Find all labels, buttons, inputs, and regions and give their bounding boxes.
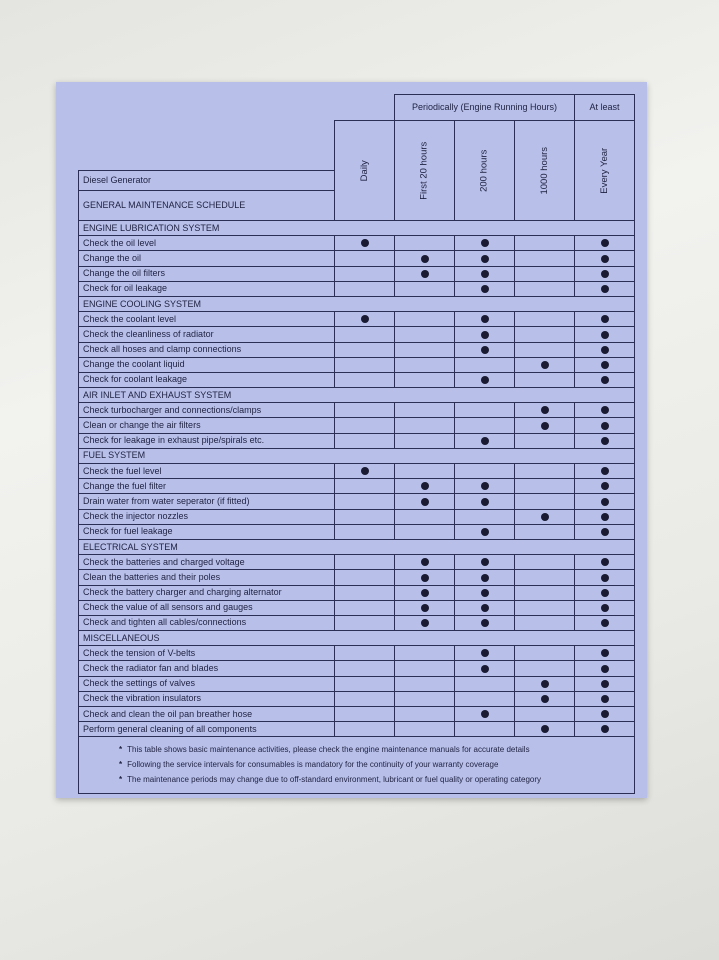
scheduled-dot-icon (481, 574, 489, 582)
interval-cell (515, 691, 575, 706)
interval-cell (515, 646, 575, 661)
scheduled-dot-icon (601, 315, 609, 323)
interval-cell (395, 236, 455, 251)
interval-cell (455, 585, 515, 600)
interval-cell (575, 236, 635, 251)
blank-header-cell (335, 95, 395, 121)
scheduled-dot-icon (541, 695, 549, 703)
task-row (79, 251, 635, 266)
interval-cell (455, 464, 515, 479)
interval-cell (575, 570, 635, 585)
scheduled-dot-icon (601, 331, 609, 339)
interval-cell (515, 509, 575, 524)
task-label: Clean or change the air filters (79, 418, 335, 433)
scheduled-dot-icon (601, 725, 609, 733)
task-row (79, 433, 635, 448)
scheduled-dot-icon (601, 361, 609, 369)
interval-cell (395, 327, 455, 342)
interval-cell (455, 615, 515, 630)
interval-cell (335, 266, 395, 281)
interval-cell (335, 372, 395, 387)
interval-cell (395, 722, 455, 737)
note-line: * Following the service intervals for consumables is mandatory for the continuity of your warranty coverage (119, 760, 499, 770)
scheduled-dot-icon (601, 710, 609, 718)
at-least-group-header: At least (575, 95, 635, 121)
interval-cell (455, 555, 515, 570)
interval-cell (455, 509, 515, 524)
task-row (79, 570, 635, 585)
interval-cell (455, 570, 515, 585)
scheduled-dot-icon (601, 422, 609, 430)
interval-cell (575, 707, 635, 722)
interval-cell (395, 418, 455, 433)
task-label: Check the value of all sensors and gauges (79, 600, 335, 615)
interval-cell (395, 676, 455, 691)
interval-cell (575, 464, 635, 479)
interval-cell (575, 555, 635, 570)
interval-cell (335, 600, 395, 615)
task-row (79, 312, 635, 327)
column-header-daily: Daily (335, 121, 395, 221)
interval-cell (575, 600, 635, 615)
interval-cell (575, 251, 635, 266)
column-header-every-year: Every Year (575, 121, 635, 221)
interval-cell (575, 524, 635, 539)
task-row (79, 494, 635, 509)
schedule-body (79, 221, 635, 737)
interval-cell (575, 433, 635, 448)
note-line: * This table shows basic maintenance activities, please check the engine maintenance manuals for accurate details (119, 745, 530, 755)
interval-cell (515, 676, 575, 691)
interval-cell (515, 585, 575, 600)
interval-cell (515, 403, 575, 418)
interval-cell (455, 342, 515, 357)
task-label: Change the oil filters (79, 266, 335, 281)
scheduled-dot-icon (601, 649, 609, 657)
scheduled-dot-icon (481, 619, 489, 627)
task-label: Perform general cleaning of all components (79, 722, 335, 737)
interval-cell (335, 691, 395, 706)
interval-cell (395, 433, 455, 448)
task-label: Change the oil (79, 251, 335, 266)
interval-cell (335, 327, 395, 342)
interval-cell (395, 479, 455, 494)
scheduled-dot-icon (421, 558, 429, 566)
task-row (79, 600, 635, 615)
section-title: ELECTRICAL SYSTEM (79, 539, 635, 554)
task-row (79, 509, 635, 524)
maintenance-schedule-table (78, 94, 635, 794)
task-row (79, 281, 635, 296)
task-label: Check the settings of valves (79, 676, 335, 691)
interval-cell (575, 722, 635, 737)
interval-cell (335, 615, 395, 630)
interval-cell (515, 327, 575, 342)
scheduled-dot-icon (541, 422, 549, 430)
interval-cell (575, 646, 635, 661)
task-label: Check for coolant leakage (79, 372, 335, 387)
interval-cell (515, 570, 575, 585)
scheduled-dot-icon (481, 285, 489, 293)
interval-cell (335, 494, 395, 509)
task-row (79, 479, 635, 494)
column-header-1000-hours: 1000 hours (515, 121, 575, 221)
interval-cell (395, 570, 455, 585)
task-label: Check the injector nozzles (79, 509, 335, 524)
task-label: Check and tighten all cables/connections (79, 615, 335, 630)
scheduled-dot-icon (481, 528, 489, 536)
task-label: Check the oil level (79, 236, 335, 251)
task-row (79, 464, 635, 479)
scheduled-dot-icon (601, 604, 609, 612)
interval-cell (335, 707, 395, 722)
interval-cell (395, 524, 455, 539)
interval-cell (515, 615, 575, 630)
interval-cell (395, 281, 455, 296)
scheduled-dot-icon (481, 331, 489, 339)
scheduled-dot-icon (541, 513, 549, 521)
interval-cell (455, 676, 515, 691)
scheduled-dot-icon (601, 437, 609, 445)
scheduled-dot-icon (601, 346, 609, 354)
section-title: AIR INLET AND EXHAUST SYSTEM (79, 388, 635, 403)
scheduled-dot-icon (541, 406, 549, 414)
interval-cell (335, 418, 395, 433)
document-subtitle: Diesel Generator (79, 171, 335, 191)
interval-cell (335, 357, 395, 372)
interval-cell (455, 236, 515, 251)
section-row (79, 388, 635, 403)
task-label: Check for oil leakage (79, 281, 335, 296)
task-label: Check the vibration insulators (79, 691, 335, 706)
interval-cell (395, 342, 455, 357)
interval-cell (335, 570, 395, 585)
task-row (79, 236, 635, 251)
interval-cell (455, 418, 515, 433)
interval-cell (575, 266, 635, 281)
notes-block (79, 737, 635, 794)
scheduled-dot-icon (481, 589, 489, 597)
interval-cell (335, 555, 395, 570)
interval-cell (575, 661, 635, 676)
scheduled-dot-icon (421, 498, 429, 506)
task-label: Change the coolant liquid (79, 357, 335, 372)
interval-cell (395, 357, 455, 372)
scheduled-dot-icon (421, 604, 429, 612)
interval-cell (515, 479, 575, 494)
interval-cell (455, 327, 515, 342)
interval-cell (515, 707, 575, 722)
maintenance-label-sheet (56, 82, 647, 798)
interval-cell (515, 281, 575, 296)
interval-cell (455, 646, 515, 661)
interval-cell (455, 266, 515, 281)
scheduled-dot-icon (421, 255, 429, 263)
task-label: Check the battery charger and charging alternator (79, 585, 335, 600)
interval-cell (455, 661, 515, 676)
interval-cell (335, 722, 395, 737)
interval-cell (395, 403, 455, 418)
periodic-group-header: Periodically (Engine Running Hours) (395, 95, 575, 121)
scheduled-dot-icon (541, 361, 549, 369)
interval-cell (575, 509, 635, 524)
task-label: Clean the batteries and their poles (79, 570, 335, 585)
scheduled-dot-icon (601, 574, 609, 582)
scheduled-dot-icon (481, 315, 489, 323)
task-row (79, 585, 635, 600)
task-row (79, 722, 635, 737)
task-row (79, 372, 635, 387)
task-row (79, 327, 635, 342)
task-label: Check and clean the oil pan breather hose (79, 707, 335, 722)
scheduled-dot-icon (361, 467, 369, 475)
blank-header-cell (79, 95, 335, 121)
scheduled-dot-icon (421, 574, 429, 582)
scheduled-dot-icon (481, 376, 489, 384)
interval-cell (455, 722, 515, 737)
task-row (79, 646, 635, 661)
document-title: GENERAL MAINTENANCE SCHEDULE (79, 191, 335, 221)
interval-cell (455, 433, 515, 448)
task-label: Check turbocharger and connections/clamps (79, 403, 335, 418)
scheduled-dot-icon (601, 665, 609, 673)
interval-cell (515, 555, 575, 570)
interval-cell (335, 509, 395, 524)
scheduled-dot-icon (481, 482, 489, 490)
interval-cell (515, 312, 575, 327)
interval-cell (395, 707, 455, 722)
interval-cell (575, 494, 635, 509)
column-header-200-hours: 200 hours (455, 121, 515, 221)
interval-cell (575, 327, 635, 342)
interval-cell (575, 312, 635, 327)
scheduled-dot-icon (361, 315, 369, 323)
interval-cell (575, 418, 635, 433)
task-label: Drain water from water seperator (if fitted) (79, 494, 335, 509)
scheduled-dot-icon (481, 239, 489, 247)
scheduled-dot-icon (481, 437, 489, 445)
task-label: Check for leakage in exhaust pipe/spirals etc. (79, 433, 335, 448)
section-row (79, 221, 635, 236)
task-label: Check the coolant level (79, 312, 335, 327)
scheduled-dot-icon (361, 239, 369, 247)
interval-cell (395, 600, 455, 615)
interval-cell (395, 509, 455, 524)
section-row (79, 296, 635, 311)
interval-cell (515, 433, 575, 448)
task-row (79, 555, 635, 570)
interval-cell (515, 464, 575, 479)
interval-cell (515, 357, 575, 372)
interval-cell (335, 433, 395, 448)
task-label: Check the radiator fan and blades (79, 661, 335, 676)
scheduled-dot-icon (421, 482, 429, 490)
scheduled-dot-icon (481, 649, 489, 657)
interval-cell (335, 661, 395, 676)
scheduled-dot-icon (421, 619, 429, 627)
interval-cell (455, 479, 515, 494)
scheduled-dot-icon (481, 710, 489, 718)
column-header-first-20-hours: First 20 hours (395, 121, 455, 221)
scheduled-dot-icon (601, 255, 609, 263)
scheduled-dot-icon (601, 239, 609, 247)
interval-cell (335, 585, 395, 600)
interval-cell (335, 479, 395, 494)
scheduled-dot-icon (601, 680, 609, 688)
scheduled-dot-icon (601, 482, 609, 490)
interval-cell (455, 494, 515, 509)
section-row (79, 539, 635, 554)
scheduled-dot-icon (601, 376, 609, 384)
scheduled-dot-icon (481, 270, 489, 278)
scheduled-dot-icon (601, 695, 609, 703)
interval-cell (335, 464, 395, 479)
scheduled-dot-icon (481, 498, 489, 506)
interval-cell (515, 342, 575, 357)
interval-cell (575, 585, 635, 600)
task-label: Check the batteries and charged voltage (79, 555, 335, 570)
interval-cell (395, 661, 455, 676)
scheduled-dot-icon (601, 513, 609, 521)
scheduled-dot-icon (601, 285, 609, 293)
interval-cell (575, 281, 635, 296)
interval-cell (515, 524, 575, 539)
interval-cell (335, 251, 395, 266)
interval-cell (515, 236, 575, 251)
note-line: * The maintenance periods may change due to off-standard environment, lubricant or fuel quality or operating category (119, 775, 541, 785)
scheduled-dot-icon (601, 270, 609, 278)
scheduled-dot-icon (601, 589, 609, 597)
scheduled-dot-icon (601, 406, 609, 414)
interval-cell (395, 266, 455, 281)
interval-cell (575, 691, 635, 706)
scheduled-dot-icon (541, 725, 549, 733)
task-row (79, 342, 635, 357)
scheduled-dot-icon (481, 665, 489, 673)
interval-cell (515, 494, 575, 509)
interval-cell (575, 615, 635, 630)
task-row (79, 676, 635, 691)
section-title: FUEL SYSTEM (79, 448, 635, 463)
task-row (79, 615, 635, 630)
interval-cell (455, 251, 515, 266)
task-label: Check all hoses and clamp connections (79, 342, 335, 357)
interval-cell (515, 600, 575, 615)
task-row (79, 403, 635, 418)
section-title: ENGINE COOLING SYSTEM (79, 296, 635, 311)
interval-cell (395, 646, 455, 661)
interval-cell (455, 312, 515, 327)
task-row (79, 661, 635, 676)
scheduled-dot-icon (541, 680, 549, 688)
interval-cell (395, 372, 455, 387)
interval-cell (335, 342, 395, 357)
scheduled-dot-icon (601, 498, 609, 506)
scheduled-dot-icon (601, 558, 609, 566)
interval-cell (455, 524, 515, 539)
section-title: MISCELLANEOUS (79, 631, 635, 646)
task-row (79, 691, 635, 706)
task-label: Check the tension of V-belts (79, 646, 335, 661)
scheduled-dot-icon (481, 558, 489, 566)
task-label: Check the fuel level (79, 464, 335, 479)
task-label: Check for fuel leakage (79, 524, 335, 539)
interval-cell (455, 691, 515, 706)
interval-cell (395, 615, 455, 630)
task-row (79, 266, 635, 281)
interval-cell (515, 722, 575, 737)
section-title: ENGINE LUBRICATION SYSTEM (79, 221, 635, 236)
interval-cell (575, 479, 635, 494)
interval-cell (455, 372, 515, 387)
scheduled-dot-icon (481, 255, 489, 263)
task-row (79, 357, 635, 372)
interval-cell (395, 585, 455, 600)
interval-cell (335, 524, 395, 539)
interval-cell (395, 555, 455, 570)
interval-cell (395, 251, 455, 266)
section-row (79, 631, 635, 646)
section-row (79, 448, 635, 463)
interval-cell (455, 707, 515, 722)
interval-cell (515, 661, 575, 676)
task-row (79, 524, 635, 539)
interval-cell (515, 372, 575, 387)
scheduled-dot-icon (421, 270, 429, 278)
interval-cell (515, 251, 575, 266)
interval-cell (575, 372, 635, 387)
interval-cell (575, 403, 635, 418)
interval-cell (575, 342, 635, 357)
interval-cell (335, 281, 395, 296)
scheduled-dot-icon (421, 589, 429, 597)
blank-header-cell (79, 121, 335, 171)
interval-cell (575, 357, 635, 372)
interval-cell (335, 676, 395, 691)
task-row (79, 707, 635, 722)
task-label: Change the fuel filter (79, 479, 335, 494)
interval-cell (515, 266, 575, 281)
interval-cell (455, 403, 515, 418)
interval-cell (335, 403, 395, 418)
interval-cell (455, 600, 515, 615)
scheduled-dot-icon (601, 619, 609, 627)
interval-cell (335, 646, 395, 661)
scheduled-dot-icon (481, 346, 489, 354)
interval-cell (395, 691, 455, 706)
interval-cell (395, 494, 455, 509)
interval-cell (395, 464, 455, 479)
task-label: Check the cleanliness of radiator (79, 327, 335, 342)
interval-cell (455, 281, 515, 296)
task-row (79, 418, 635, 433)
interval-cell (395, 312, 455, 327)
interval-cell (575, 676, 635, 691)
interval-cell (515, 418, 575, 433)
interval-cell (335, 236, 395, 251)
interval-cell (335, 312, 395, 327)
scheduled-dot-icon (601, 528, 609, 536)
interval-cell (455, 357, 515, 372)
scheduled-dot-icon (601, 467, 609, 475)
scheduled-dot-icon (481, 604, 489, 612)
